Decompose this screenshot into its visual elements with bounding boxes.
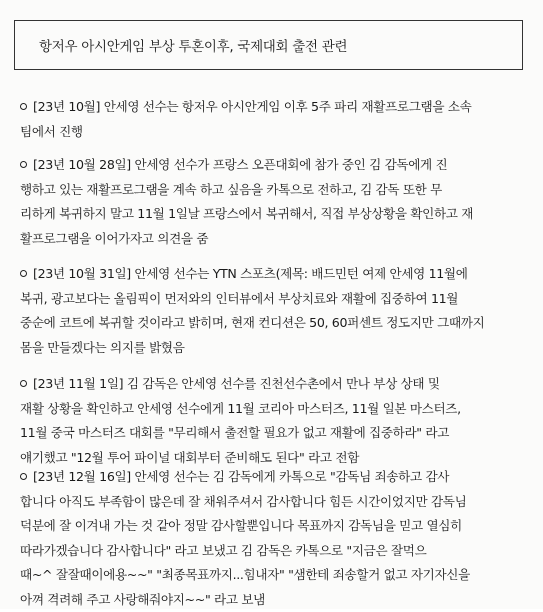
entry-line: [23년 12월 16일] 안세영 선수는 김 감독에게 카톡으로 "감독님 죄송하고 감사 [20,465,528,490]
bullet-icon [20,380,27,387]
document-title-box [14,20,523,70]
timeline-entry-2023-10-28 [20,153,528,251]
entry-line: 때~^ 잘잘때이에용~~" "최종목표까지...힘내자" "샘한테 죄송할거 없고 자기자신을 [20,563,528,588]
bullet-icon [20,103,27,110]
entry-line: [23년 10월] 안세영 선수는 항저우 아시안게임 이후 5주 파리 재활프로그램을 소속 [20,95,528,120]
entry-line: 몸을 만들겠다는 의지를 밝혔음 [20,336,528,361]
entry-line: 11월 중국 마스터즈 대회를 "무리해서 출전할 필요가 없고 재활에 집중하라" 라고 [20,421,528,446]
entry-line: 팀에서 진행 [20,120,528,145]
entry-line: 아껴 격려해 주고 사랑해줘야지~~" 라고 보냄 [20,588,528,612]
entry-line: 재활 상황을 확인하고 안세영 선수에게 11월 코리아 마스터즈, 11월 일본 마스터즈, [20,397,528,422]
document-title: 항저우 아시안게임 부상 투혼이후, 국제대회 출전 관련 [39,35,347,55]
timeline-entry-2023-11-01 [20,372,528,470]
entry-line: 덕분에 잘 이겨내 가는 것 같아 정말 감사할뿐입니다 목표까지 감독님을 믿고 열심히 [20,514,528,539]
entry-line: [23년 10월 28일] 안세영 선수가 프랑스 오픈대회에 참가 중인 김 감독에게 진 [20,153,528,178]
entry-line: 행하고 있는 재활프로그램을 계속 하고 싶음을 카톡으로 전하고, 김 감독 또한 무 [20,178,528,203]
entry-line: 중순에 코트에 복귀할 것이라고 밝히며, 현재 컨디션은 50, 60퍼센트 정도지만 그때까지 [20,311,528,336]
entry-line: [23년 10월 31일] 안세영 선수는 YTN 스포츠(제목: 배드민턴 여제 안세영 11월에 [20,262,528,287]
timeline-entry-2023-10 [20,95,528,144]
bullet-icon [20,473,27,480]
bullet-icon [20,270,27,277]
entry-line: 복귀, 광고보다는 올림픽이 먼저와의 인터뷰에서 부상치료와 재활에 집중하여 11월 [20,287,528,312]
entry-line: 활프로그램을 이어가자고 의견을 줌 [20,227,528,252]
timeline-entry-2023-12-16 [20,465,528,612]
entry-line: 합니다 아직도 부족함이 많은데 잘 채워주셔서 감사합니다 힘든 시간이었지만 감독님 [20,490,528,515]
entry-line: 리하게 복귀하지 말고 11월 1일날 프랑스에서 복귀해서, 직접 부상상황을 확인하고 재 [20,202,528,227]
entry-line: [23년 11월 1일] 김 감독은 안세영 선수를 진천선수촌에서 만나 부상 상태 및 [20,372,528,397]
timeline-entry-2023-10-31 [20,262,528,360]
entry-line: 얘기했고 "12월 투어 파이널 대회부터 준비해도 된다" 라고 전함 [20,446,528,471]
entry-line: 따라가겠습니다 감사합니다" 라고 보냈고 김 감독은 카톡으로 "지금은 잘먹으 [20,539,528,564]
bullet-icon [20,161,27,168]
